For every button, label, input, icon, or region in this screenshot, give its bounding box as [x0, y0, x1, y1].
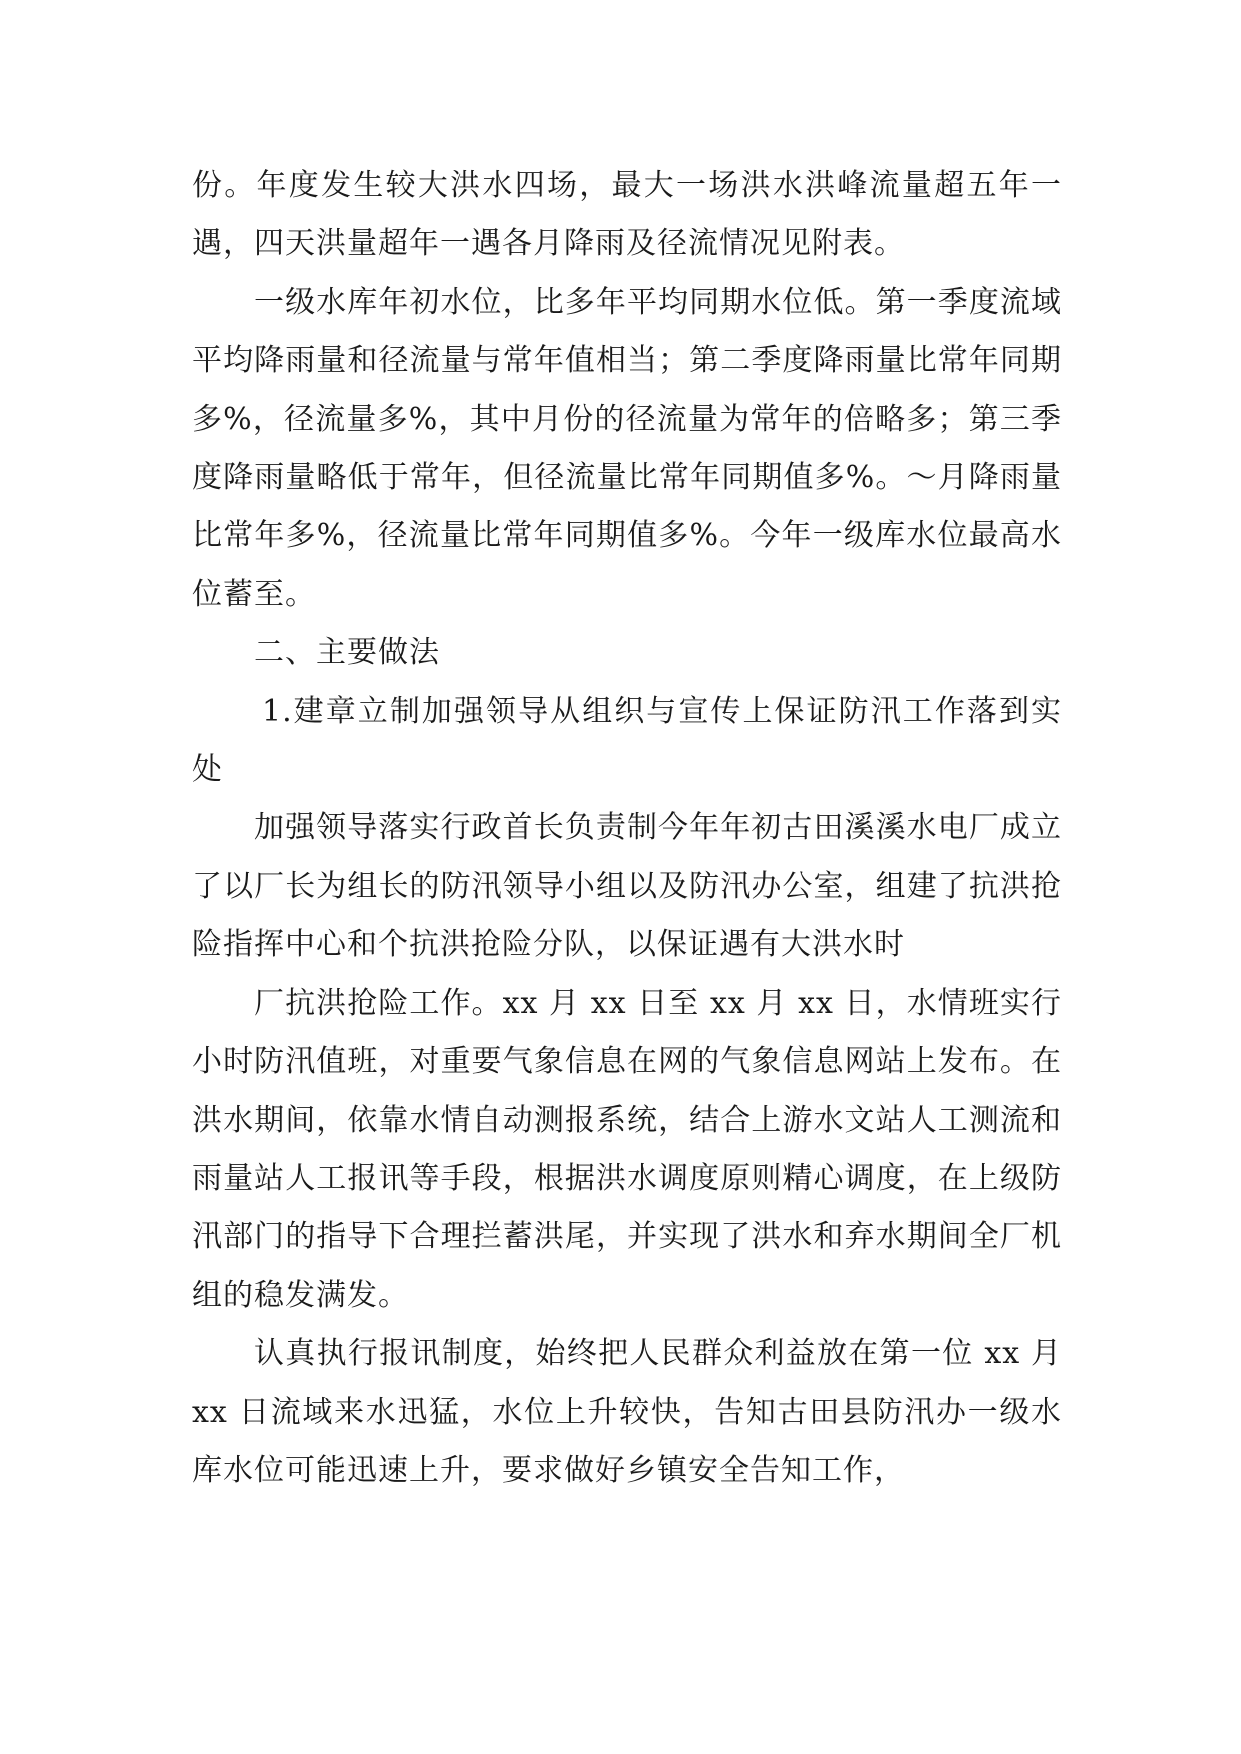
paragraph-reporting-system: 认真执行报讯制度，始终把人民群众利益放在第一位 xx 月 xx 日流域来水迅猛，水位上升较快，告知古田县防汛办一级水库水位可能迅速上升，要求做好乡镇安全告知工作， — [192, 1336, 1062, 1488]
section-heading-main-practices: 二、主要做法 — [254, 635, 440, 671]
subheading-regulations-leadership: 1.建章立制加强领导从组织与宣传上保证防汛工作落到实处 — [192, 693, 1062, 788]
paragraph-continuation: 份。年度发生较大洪水四场，最大一场洪水洪峰流量超五年一遇，四天洪量超年一遇各月降雨及径流情况见附表。 — [192, 168, 1062, 262]
document-body — [192, 157, 1062, 1500]
paragraph-reservoir-water-level: 一级水库年初水位，比多年平均同期水位低。第一季度流域平均降雨量和径流量与常年值相当；第二季度降雨量比常年同期多%，径流量多%，其中月份的径流量为常年的倍略多；第三季度降雨量略低于常年，但径流量比常年同期值多%。～月降雨量比常年多%，径流量比常年同期值多%。今年一级库水位最高水位蓄至。 — [192, 284, 1062, 612]
paragraph-leadership-responsibility: 加强领导落实行政首长负责制今年年初古田溪溪水电厂成立了以厂长为组长的防汛领导小组以及防汛办公室，组建了抗洪抢险指挥中心和个抗洪抢险分队，以保证遇有大洪水时 — [192, 810, 1062, 963]
paragraph-flood-rescue-work: 厂抗洪抢险工作。xx 月 xx 日至 xx 月 xx 日，水情班实行小时防汛值班，对重要气象信息在网的气象信息网站上发布。在洪水期间，依靠水情自动测报系统，结合上游水文站人工测流和雨量站人工报讯等手段，根据洪水调度原则精心调度，在上级防汛部门的指导下合理拦蓄洪尾，并实现了洪水和弃水期间全厂机组的稳发满发。 — [192, 985, 1062, 1313]
